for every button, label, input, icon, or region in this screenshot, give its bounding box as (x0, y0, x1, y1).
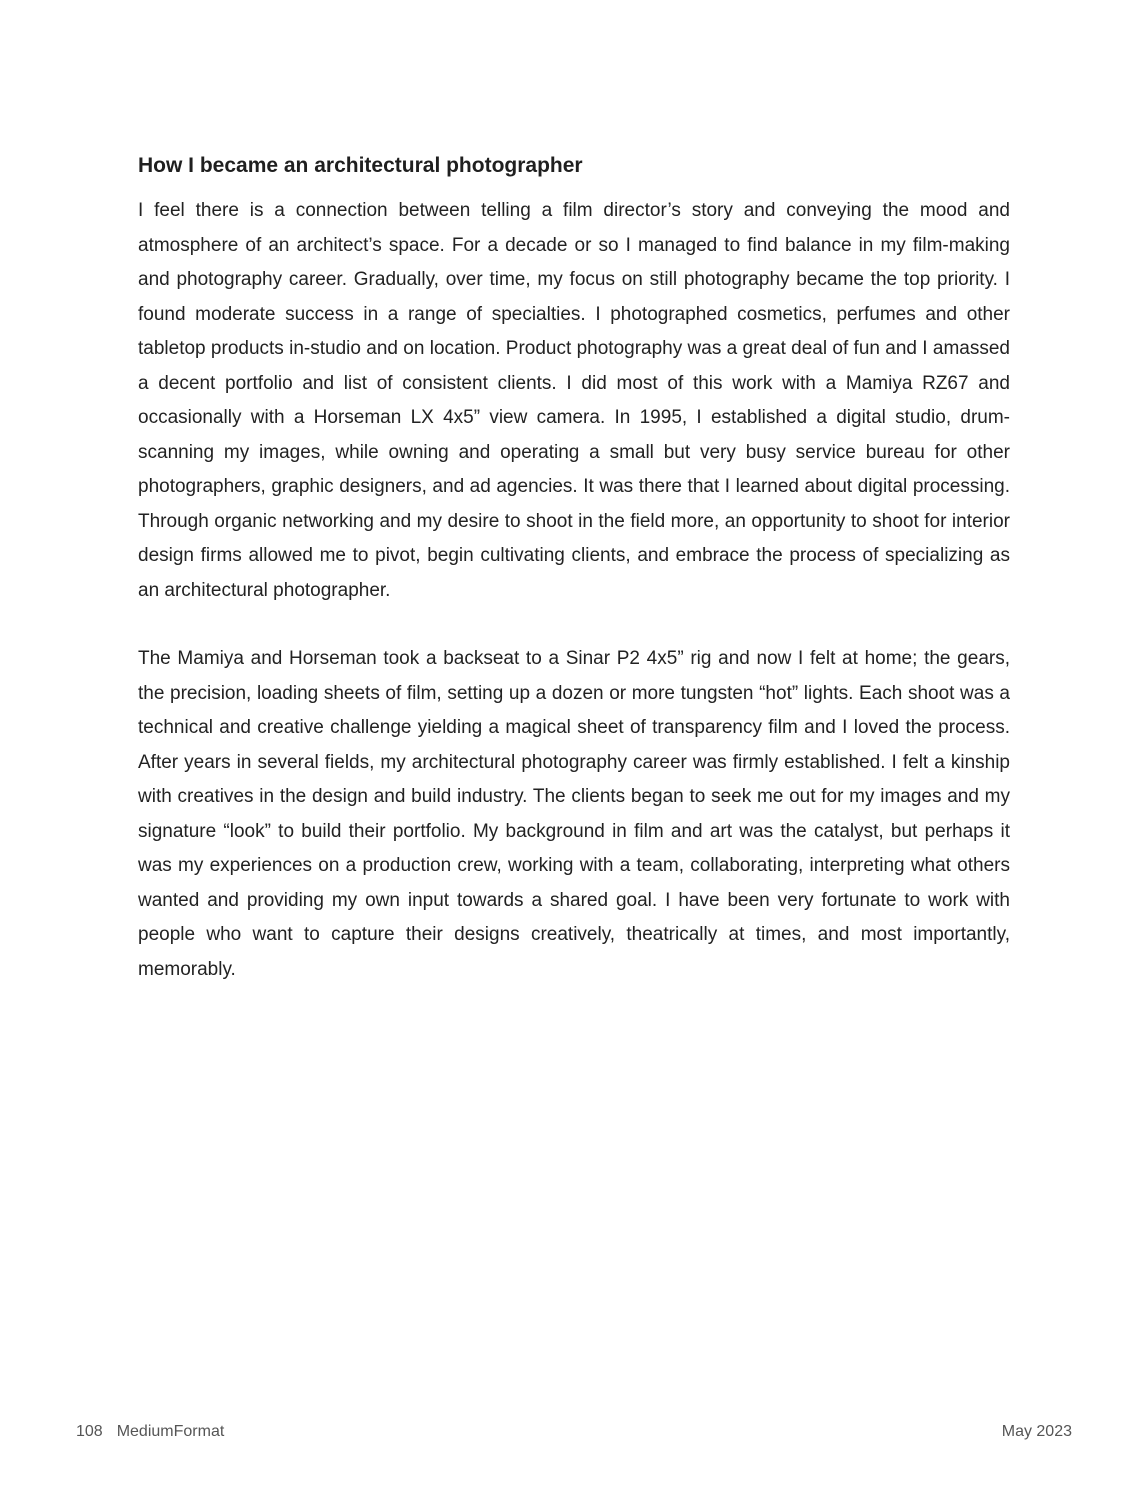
paragraph-2: The Mamiya and Horseman took a backseat to a Sinar P2 4x5” rig and now I felt at home; the gears, the precision, loading sheets of film, setting up a dozen or more tungsten “hot” lights. Each shoot was a technical and creative challenge yielding a magical sheet of transparency film and I loved the process. After years in several fields, my architectural photography career was firmly established. I felt a kinship with creatives in the design and build industry. The clients began to seek me out for my images and my signature “look” to build their portfolio. My background in film and art was the catalyst, but perhaps it was my experiences on a production crew, working with a team, collaborating, interpreting what others wanted and providing my own input towards a shared goal. I have been very fortunate to work with people who want to capture their designs creatively, theatrically at times, and most importantly, memorably. (138, 648, 1010, 980)
section-heading: How I became an architectural photographer (138, 154, 583, 177)
issue-date: May 2023 (1001, 1423, 1072, 1440)
paragraph-1: I feel there is a connection between telling a film director’s story and conveying the mood and atmosphere of an architect’s space. For a decade or so I managed to find balance in my film-making and photography career. Gradually, over time, my focus on still photography became the top priority. I found moderate success in a range of specialties. I photographed cosmetics, perfumes and other tabletop products in-studio and on location. Product photography was a great deal of fun and I amassed a decent portfolio and list of consistent clients. I did most of this work with a Mamiya RZ67 and occasionally with a Horseman LX 4x5” view camera. In 1995, I established a digital studio, drum-scanning my images, while owning and operating a small but very busy service bureau for other photographers, graphic designers, and ad agencies. It was there that I learned about digital processing. Through organic networking and my desire to shoot in the field more, an opportunity to shoot for interior design firms allowed me to pivot, begin cultivating clients, and embrace the process of specializing as an architectural photographer. (138, 200, 1010, 601)
page-footer-left (76, 1420, 224, 1444)
publication-name: MediumFormat (116, 1423, 225, 1440)
article-body (138, 150, 1010, 987)
page-number: 108 (76, 1423, 103, 1440)
